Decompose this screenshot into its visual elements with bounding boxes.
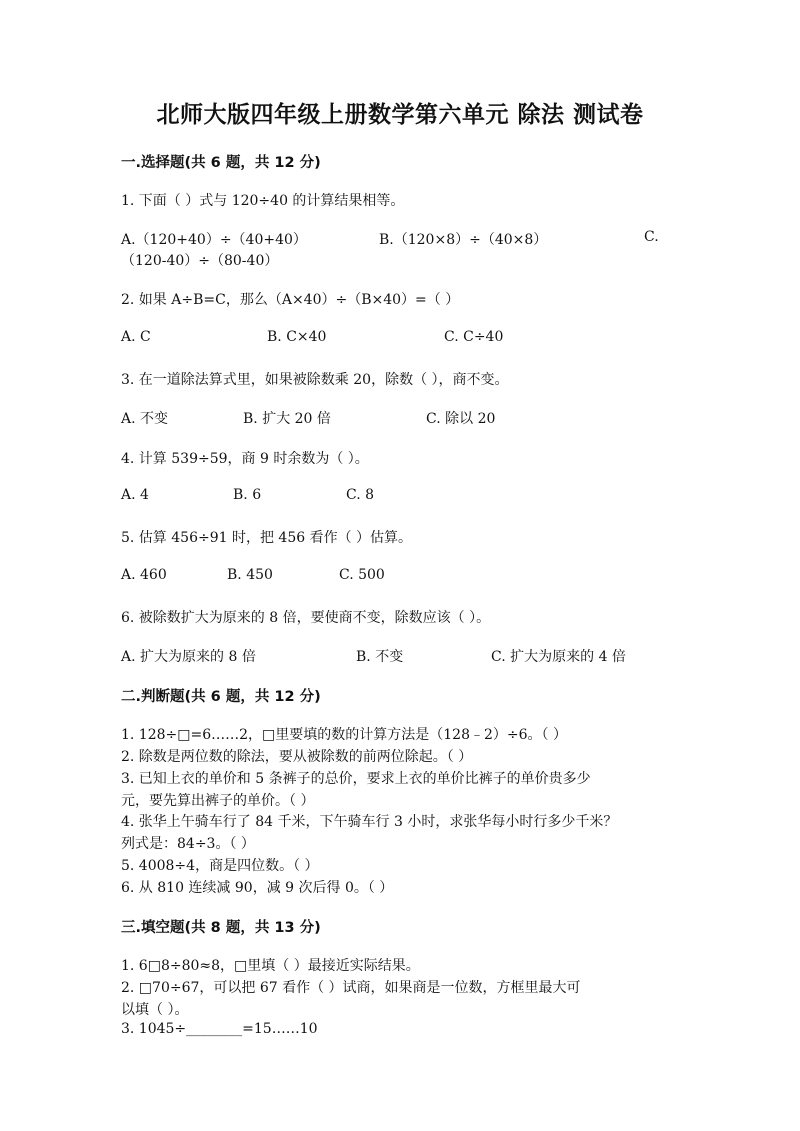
q2-option-b: B. C×40 [267, 329, 327, 345]
q6-option-b: B. 不变 [356, 649, 404, 665]
question-3: 3. 在一道除法算式里，如果被除数乘 20，除数（ ），商不变。 [121, 372, 509, 388]
q4-option-a: A. 4 [121, 487, 149, 503]
q6-option-a: A. 扩大为原来的 8 倍 [121, 649, 256, 665]
judge-line-5: 5. 4008÷4，商是四位数。（ ） [121, 858, 319, 874]
q3-option-c: C. 除以 20 [426, 411, 496, 427]
section-heading-fill: 三.填空题(共 8 题，共 13 分) [121, 920, 321, 936]
q3-option-b: B. 扩大 20 倍 [243, 411, 331, 427]
q5-option-b: B. 450 [227, 567, 273, 583]
judge-line-3: 3. 已知上衣的单价和 5 条裤子的总价，要求上衣的单价比裤子的单价贵多少 [121, 771, 591, 787]
judge-line-4-cont: 列式是：84÷3。（ ） [121, 836, 255, 852]
q5-option-c: C. 500 [339, 567, 385, 583]
page-title: 北师大版四年级上册数学第六单元 除法 测试卷 [156, 102, 644, 128]
question-5: 5. 估算 456÷91 时，把 456 看作（ ）估算。 [121, 530, 413, 546]
judge-line-4: 4. 张华上午骑车行了 84 千米，下午骑车行 3 小时，求张华每小时行多少千米？ [121, 814, 618, 830]
question-4: 4. 计算 539÷59，商 9 时余数为（ ）。 [121, 451, 369, 467]
question-1: 1. 下面（ ）式与 120÷40 的计算结果相等。 [121, 193, 405, 209]
q4-option-c: C. 8 [346, 487, 375, 503]
section-heading-judge: 二.判断题(共 6 题，共 12 分) [121, 689, 321, 705]
q2-option-c: C. C÷40 [444, 329, 504, 345]
fill-line-2: 2. □70÷67，可以把 67 看作（ ）试商，如果商是一位数，方框里最大可 [121, 980, 581, 996]
q1-option-a: A.（120+40）÷（40+40） [121, 232, 307, 248]
section-heading-choice: 一.选择题(共 6 题，共 12 分) [121, 155, 321, 171]
q2-option-a: A. C [121, 329, 151, 345]
judge-line-6: 6. 从 810 连续减 90，减 9 次后得 0。（ ） [121, 880, 394, 896]
fill-line-1: 1. 6□8÷80≈8，□里填（ ）最接近实际结果。 [121, 958, 420, 974]
question-6: 6. 被除数扩大为原来的 8 倍，要使商不变，除数应该（ ）。 [121, 610, 491, 626]
q5-option-a: A. 460 [121, 567, 167, 583]
q3-option-a: A. 不变 [121, 411, 169, 427]
q4-option-b: B. 6 [233, 487, 262, 503]
fill-line-2-cont: 以填（ ）。 [121, 1002, 189, 1018]
judge-line-3-cont: 元，要先算出裤子的单价。（ ） [121, 793, 315, 809]
q1-option-c: （120-40）÷（80-40） [121, 253, 279, 269]
judge-line-2: 2. 除数是两位数的除法，要从被除数的前两位除起。（ ） [121, 749, 473, 765]
q1-option-b: B.（120×8）÷（40×8） [379, 232, 548, 248]
question-2: 2. 如果 A÷B=C，那么（A×40）÷（B×40）=（ ） [121, 292, 460, 308]
judge-line-1: 1. 128÷□=6……2，□里要填的数的计算方法是（128﹣2）÷6。（ ） [121, 727, 567, 743]
q1-option-c-label: C. [644, 229, 659, 245]
fill-line-3: 3. 1045÷________=15……10 [121, 1021, 318, 1037]
q6-option-c: C. 扩大为原来的 4 倍 [491, 649, 626, 665]
